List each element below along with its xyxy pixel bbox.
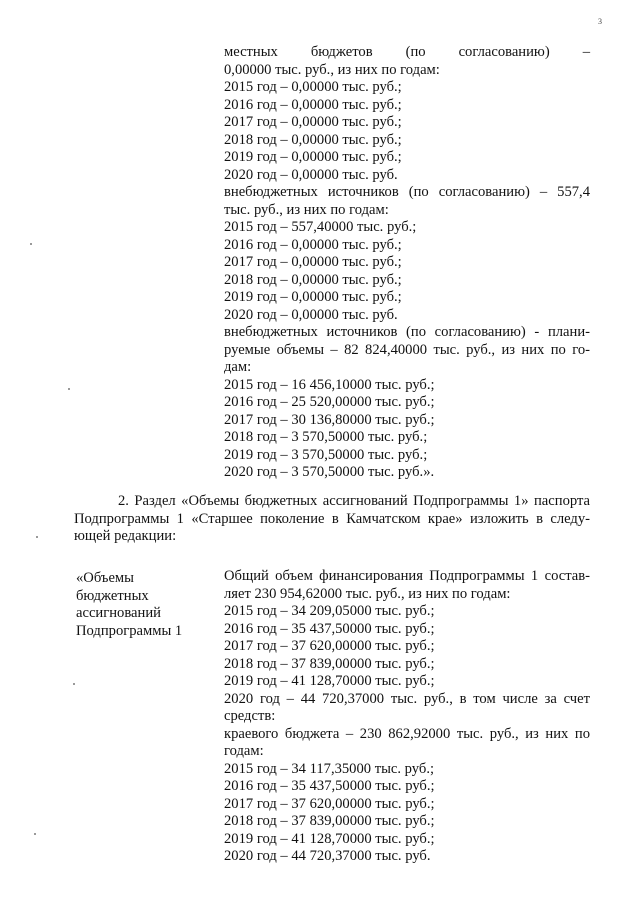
regional-budget-line: годам: xyxy=(224,743,264,759)
extra-year-line: 2017 год – 0,00000 тыс. руб.; xyxy=(224,254,402,270)
scan-speck xyxy=(73,683,75,685)
extra-year-line: 2020 год – 0,00000 тыс. руб. xyxy=(224,306,398,323)
scan-speck xyxy=(34,833,36,835)
total-year-2020-line: средств: xyxy=(224,708,276,724)
local-year-line: 2017 год – 0,00000 тыс. руб.; xyxy=(224,114,402,130)
extra-year-line: 2018 год – 0,00000 тыс. руб.; xyxy=(224,271,402,288)
extra-sources-total: тыс. руб., из них по годам: xyxy=(224,201,389,218)
paragraph-line: ющей редакции: xyxy=(74,528,177,544)
section-label-line: Подпрограммы 1 xyxy=(76,622,183,639)
total-year-line: 2018 год – 37 839,00000 тыс. руб.; xyxy=(224,655,435,672)
local-year-line: 2018 год – 0,00000 тыс. руб.; xyxy=(224,131,402,148)
scan-speck xyxy=(68,388,70,390)
page-number: 3 xyxy=(598,17,602,26)
scan-speck xyxy=(36,536,38,538)
total-funding-line: ляет 230 954,62000 тыс. руб., из них по годам: xyxy=(224,585,511,602)
total-year-line: 2017 год – 37 620,00000 тыс. руб.; xyxy=(224,638,435,654)
regional-budget-line: краевого бюджета – 230 862,92000 тыс. руб., из них по xyxy=(224,725,590,742)
local-year-line: 2015 год – 0,00000 тыс. руб.; xyxy=(224,79,402,95)
paragraph-line: 2. Раздел «Объемы бюджетных ассигнований Подпрограммы 1» паспорта xyxy=(118,493,590,509)
total-year-line: 2019 год – 41 128,70000 тыс. руб.; xyxy=(224,673,435,689)
local-year-line: 2016 год – 0,00000 тыс. руб.; xyxy=(224,96,402,113)
scan-speck xyxy=(30,243,32,245)
section-label-line: «Объемы xyxy=(76,570,134,586)
regional-year-line: 2016 год – 35 437,50000 тыс. руб.; xyxy=(224,778,435,794)
regional-year-line: 2017 год – 37 620,00000 тыс. руб.; xyxy=(224,795,435,812)
local-budgets-total: 0,00000 тыс. руб., из них по годам: xyxy=(224,61,440,78)
total-funding-line: Общий объем финансирования Подпрограммы 1 состав- xyxy=(224,568,590,584)
section-content xyxy=(224,568,590,866)
local-year-line: 2019 год – 0,00000 тыс. руб.; xyxy=(224,149,402,165)
section-label xyxy=(76,570,206,640)
section-label-line: бюджетных xyxy=(76,587,149,604)
total-year-line: 2015 год – 34 209,05000 тыс. руб.; xyxy=(224,603,435,619)
extra-year-line: 2015 год – 557,40000 тыс. руб.; xyxy=(224,219,417,235)
regional-year-line: 2015 год – 34 117,35000 тыс. руб.; xyxy=(224,760,435,777)
planned-year-line: 2018 год – 3 570,50000 тыс. руб.; xyxy=(224,429,428,445)
planned-extra-sources-line: внебюджетных источников (по согласованию) - плани- xyxy=(224,324,590,340)
planned-year-line: 2016 год – 25 520,00000 тыс. руб.; xyxy=(224,394,435,410)
planned-extra-sources-line: дам: xyxy=(224,359,252,375)
planned-year-line: 2019 год – 3 570,50000 тыс. руб.; xyxy=(224,446,428,463)
planned-year-line: 2020 год – 3 570,50000 тыс. руб.». xyxy=(224,464,435,480)
regional-year-line: 2018 год – 37 839,00000 тыс. руб.; xyxy=(224,813,435,829)
extra-sources-heading: внебюджетных источников (по согласованию) – 557,4 xyxy=(224,184,590,200)
extra-year-line: 2019 год – 0,00000 тыс. руб.; xyxy=(224,289,402,305)
continuation-block xyxy=(224,44,590,482)
local-budgets-heading: местных бюджетов (по согласованию) – xyxy=(224,44,590,60)
local-year-line: 2020 год – 0,00000 тыс. руб. xyxy=(224,166,398,183)
regional-year-line: 2020 год – 44 720,37000 тыс. руб. xyxy=(224,848,431,864)
regional-year-line: 2019 год – 41 128,70000 тыс. руб.; xyxy=(224,830,435,847)
planned-year-line: 2015 год – 16 456,10000 тыс. руб.; xyxy=(224,376,435,393)
total-year-2020-line: 2020 год – 44 720,37000 тыс. руб., в том числе за счет xyxy=(224,690,590,707)
planned-extra-sources-line: руемые объемы – 82 824,40000 тыс. руб., из них по го- xyxy=(224,341,590,358)
amendment-paragraph xyxy=(74,493,590,546)
total-year-line: 2016 год – 35 437,50000 тыс. руб.; xyxy=(224,620,435,637)
extra-year-line: 2016 год – 0,00000 тыс. руб.; xyxy=(224,236,402,253)
paragraph-line: Подпрограммы 1 «Старшее поколение в Камчатском крае» изложить в следу- xyxy=(74,510,590,527)
planned-year-line: 2017 год – 30 136,80000 тыс. руб.; xyxy=(224,411,435,428)
section-label-line: ассигнований xyxy=(76,605,161,621)
